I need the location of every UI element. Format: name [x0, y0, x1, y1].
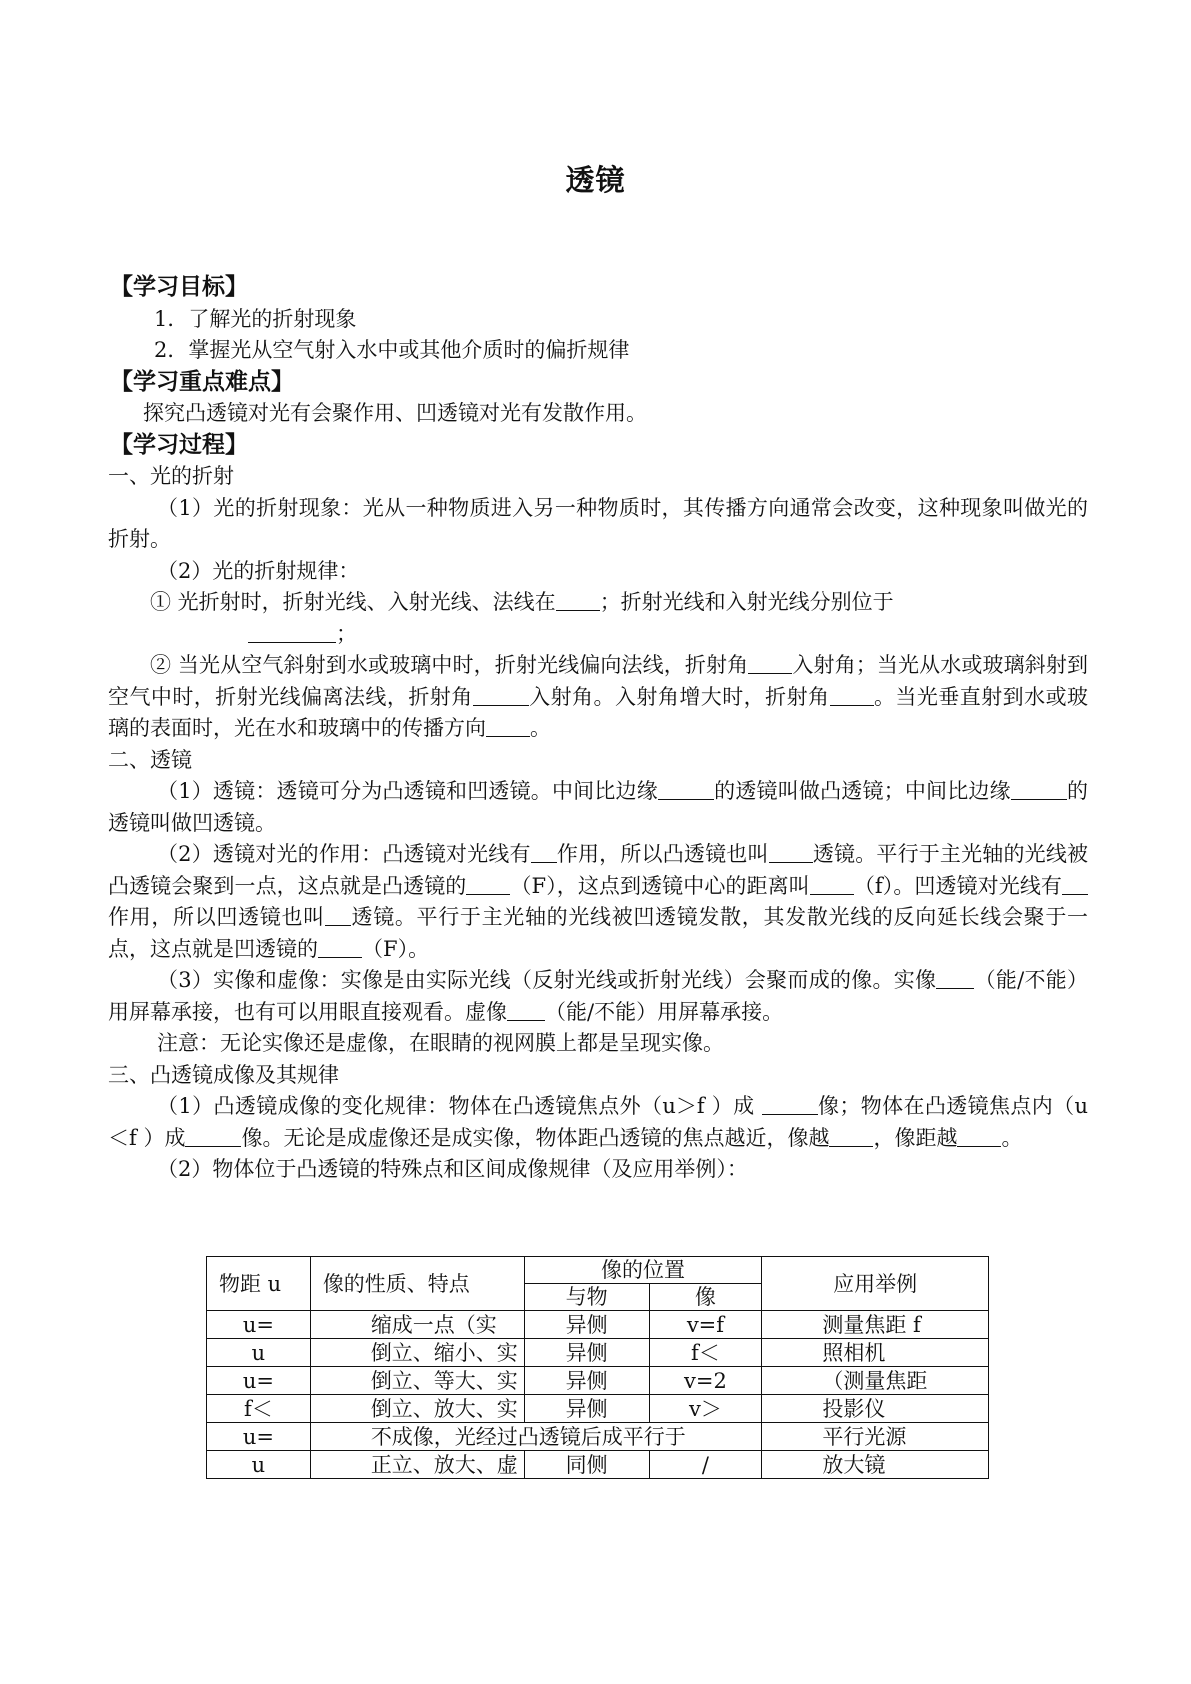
goal-1: 1．了解光的折射现象 [154, 306, 357, 331]
key-text: 探究凸透镜对光有会聚作用、凹透镜对光有发散作用。 [143, 401, 647, 425]
cell-u: u [207, 1451, 311, 1479]
part3-title: 三、凸透镜成像及其规律 [108, 1062, 339, 1087]
goal-2: 2．掌握光从空气射入水中或其他介质时的偏折规律 [154, 338, 630, 362]
part3-p1 [108, 1091, 1088, 1154]
part2-p1-c: 的透镜叫做凹透镜。 [108, 779, 1089, 835]
blank[interactable] [810, 875, 854, 895]
part2-title: 二、透镜 [108, 747, 192, 772]
document-body [108, 272, 1088, 1186]
process-heading: 【学习过程】 [110, 431, 248, 458]
blank[interactable] [473, 686, 529, 706]
cell-u: f＜ [207, 1395, 311, 1423]
part2-p2-f: 作用，所以凹透镜也叫 [108, 905, 325, 929]
table-row [207, 1339, 989, 1367]
rule-2-text-b: 入射角；当光从水或玻璃斜射到空气中时，折射光线偏离法线，折射角 [108, 653, 1088, 709]
table-row [207, 1395, 989, 1423]
imaging-rules-table [206, 1256, 989, 1479]
blank[interactable] [957, 1127, 1001, 1147]
rule-2-text-c: 入射角。入射角增大时，折射角 [528, 684, 830, 709]
table-row [207, 1367, 989, 1395]
cell-app: 测量焦距 f [762, 1311, 989, 1339]
rule-1-text-a: ① 光折射时，折射光线、入射光线、法线在 [150, 590, 556, 614]
part1-title: 一、光的折射 [108, 464, 234, 488]
cell-nature: 倒立、等大、实 [310, 1367, 524, 1395]
cell-app: 平行光源 [762, 1423, 989, 1451]
header-application: 应用举例 [762, 1257, 989, 1311]
cell-app: 放大镜 [762, 1451, 989, 1479]
table-row [207, 1451, 989, 1479]
key-heading: 【学习重点难点】 [110, 368, 294, 395]
rule-1-text-b: ；折射光线和入射光线分别位于 [599, 590, 894, 614]
blank[interactable] [486, 717, 530, 737]
table-row [207, 1423, 989, 1451]
blank[interactable] [762, 1095, 818, 1115]
cell-side: 异侧 [524, 1311, 649, 1339]
part3-p1-d: ，像距越 [873, 1125, 958, 1150]
blank[interactable] [830, 686, 874, 706]
cell-v: v＞ [649, 1395, 762, 1423]
cell-nature: 正立、放大、虚 [310, 1451, 524, 1479]
header-image-nature: 像的性质、特点 [310, 1257, 524, 1311]
part2-p3-b: （能/不能）用屏幕承接，也有可以用眼直接观看。虚像 [108, 968, 1089, 1024]
part3-p2: （2）物体位于凸透镜的特殊点和区间成像规律（及应用举例）： [157, 1157, 748, 1181]
rule-1-cont [108, 619, 1088, 651]
cell-side: 同侧 [524, 1451, 649, 1479]
header-same-side: 与物 [524, 1284, 649, 1311]
table-header-row [207, 1257, 989, 1284]
part2-p2-h: （F）。 [362, 936, 430, 961]
header-image-position: 像的位置 [524, 1257, 762, 1284]
blank[interactable] [1011, 780, 1067, 800]
blank[interactable] [556, 591, 600, 611]
part2-p3-a: （3）实像和虚像：实像是由实际光线（反射光线或折射光线）会聚而成的像。实像 [157, 968, 937, 992]
cell-u: u= [207, 1367, 311, 1395]
part3-p1-b: 像；物体在凸透镜焦点内（u＜f ）成 [108, 1094, 1088, 1150]
part2-p2-g: 透镜。平行于主光轴的光线被凹透镜发散，其发散光线的反向延长线会聚于一点，这点就是凹透镜的 [108, 905, 1089, 961]
part2-p2-a: （2）透镜对光的作用：凸透镜对光线有 [157, 842, 531, 866]
blank[interactable] [248, 623, 336, 643]
blank[interactable] [466, 875, 510, 895]
part2-p1 [108, 776, 1088, 839]
blank[interactable] [185, 1127, 241, 1147]
header-object-distance: 物距 u [207, 1257, 311, 1311]
part2-p1-a: （1）透镜：透镜可分为凸透镜和凹透镜。中间比边缘 [157, 779, 658, 803]
rule-1-text-c: ； [336, 621, 357, 646]
blank[interactable] [769, 843, 813, 863]
part2-p2-d: （F），这点到透镜中心的距离叫 [510, 873, 810, 898]
cell-u: u= [207, 1311, 311, 1339]
part3-p1-a: （1）凸透镜成像的变化规律：物体在凸透镜焦点外（u＞f ）成 [157, 1094, 762, 1118]
blank[interactable] [531, 843, 557, 863]
blank[interactable] [829, 1127, 873, 1147]
cell-u: u= [207, 1423, 311, 1451]
part1-p1: （1）光的折射现象：光从一种物质进入另一种物质时，其传播方向通常会改变，这种现象叫做光的折射。 [108, 495, 1088, 551]
cell-side: 异侧 [524, 1395, 649, 1423]
part2-p2 [108, 839, 1088, 965]
table-row [207, 1311, 989, 1339]
part1-p2: （2）光的折射规律： [157, 558, 360, 583]
part2-p2-b: 作用，所以凸透镜也叫 [556, 842, 769, 866]
rule-2-text-d: 。当光垂直射到水或玻璃的表面时，光在水和玻璃中的传播方向 [108, 684, 1089, 740]
part2-p2-e: （f）。凹透镜对光线有 [853, 873, 1062, 898]
cell-v: / [649, 1451, 762, 1479]
part2-note: 注意：无论实像还是虚像，在眼睛的视网膜上都是呈现实像。 [157, 1031, 724, 1055]
rule-2-text-e: 。 [530, 716, 551, 740]
cell-u: u [207, 1339, 311, 1367]
blank[interactable] [507, 1001, 545, 1021]
part3-p1-e: 。 [1001, 1125, 1023, 1150]
cell-v: v=2 [649, 1367, 762, 1395]
cell-v: f＜ [649, 1339, 762, 1367]
part2-p1-b: 的透镜叫做凸透镜；中间比边缘 [713, 779, 1011, 803]
blank[interactable] [936, 969, 974, 989]
rule-1 [108, 587, 1088, 619]
cell-nature: 倒立、缩小、实 [310, 1339, 524, 1367]
header-image: 像 [649, 1284, 762, 1311]
cell-nature: 倒立、放大、实 [310, 1395, 524, 1423]
part2-p3-c: （能/不能）用屏幕承接。 [545, 999, 784, 1024]
part3-p1-c: 像。无论是成虚像还是成实像，物体距凸透镜的焦点越近，像越 [241, 1125, 830, 1150]
rule-2 [108, 650, 1088, 745]
cell-nature: 缩成一点（实 [310, 1311, 524, 1339]
blank[interactable] [325, 906, 351, 926]
page-title: 透镜 [565, 163, 626, 197]
cell-nature: 不成像，光经过凸透镜后成平行于 [310, 1423, 762, 1451]
goals-heading: 【学习目标】 [110, 274, 248, 300]
blank[interactable] [748, 654, 792, 674]
cell-side: 异侧 [524, 1367, 649, 1395]
cell-v: v=f [649, 1311, 762, 1339]
rule-2-text-a: ② 当光从空气斜射到水或玻璃中时，折射光线偏向法线，折射角 [150, 653, 749, 677]
blank[interactable] [318, 938, 362, 958]
blank[interactable] [1062, 875, 1088, 895]
blank[interactable] [658, 780, 714, 800]
cell-side: 异侧 [524, 1339, 649, 1367]
cell-app: （测量焦距 [762, 1367, 989, 1395]
cell-app: 投影仪 [762, 1395, 989, 1423]
part2-p3 [108, 965, 1088, 1028]
cell-app: 照相机 [762, 1339, 989, 1367]
part2-p2-c: 透镜。平行于主光轴的光线被凸透镜会聚到一点，这点就是凸透镜的 [108, 842, 1089, 898]
